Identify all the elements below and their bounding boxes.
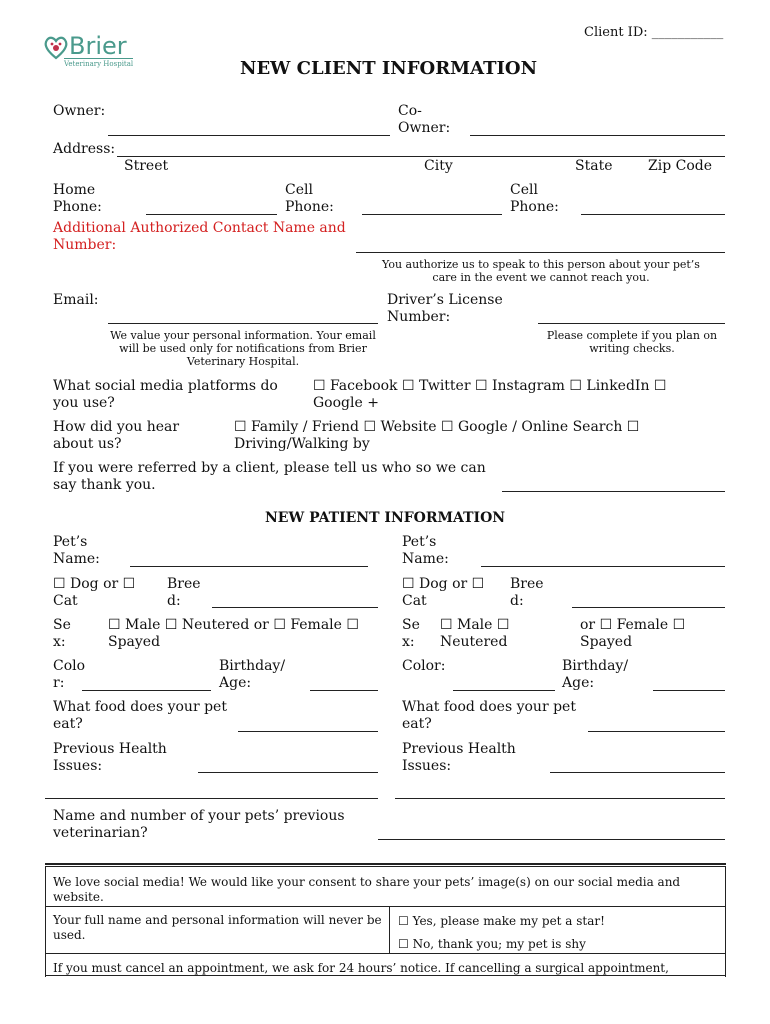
co-owner-field[interactable] — [470, 135, 725, 136]
pet2-color-field[interactable] — [453, 690, 555, 691]
pet2-name-field[interactable] — [481, 566, 725, 567]
city-label: City — [424, 158, 453, 174]
pet1-food-label-1: What food does your pet — [53, 699, 227, 715]
state-label: State — [575, 158, 613, 174]
client-id: Client ID: ___________ — [584, 25, 724, 40]
hear-option-driving[interactable]: Driving/Walking by — [234, 436, 370, 452]
consent-bottom-rule — [45, 975, 726, 976]
license-label-2: Number: — [387, 309, 451, 325]
consent-privacy-text: Your full name and personal information will never be used. — [53, 913, 382, 942]
patient-section-title: NEW PATIENT INFORMATION — [265, 510, 506, 526]
consent-row-divider-1 — [45, 906, 726, 907]
pet2-breed-label-2: d: — [510, 593, 524, 609]
authorize-note: You authorize us to speak to this person about your pet’s care in the event we cannot reach you. — [382, 258, 700, 284]
co-owner-label-2: Owner: — [398, 120, 451, 136]
email-field[interactable] — [108, 323, 378, 324]
social-option-google-plus[interactable]: Google + — [313, 395, 379, 411]
pet2-breed-field[interactable] — [572, 607, 725, 608]
pet2-sex-neutered[interactable]: Neutered — [440, 634, 508, 650]
consent-top-rule — [45, 863, 726, 865]
pet1-breed-label-1: Bree — [167, 576, 201, 592]
cancel-policy-text: If you must cancel an appointment, we ask for 24 hours’ notice. If cancelling a surgical appointment, — [53, 961, 669, 975]
email-label: Email: — [53, 292, 99, 308]
pet1-color-field[interactable] — [82, 690, 211, 691]
pet2-birthday-label-1: Birthday/ — [562, 658, 629, 674]
pet1-birthday-label-2: Age: — [219, 675, 252, 691]
pet1-species-cat[interactable]: Cat — [53, 593, 78, 609]
referred-field[interactable] — [502, 491, 725, 492]
pet2-birthday-label-2: Age: — [562, 675, 595, 691]
pet1-color-label-1: Colo — [53, 658, 86, 674]
additional-contact-label-2: Number: — [53, 237, 117, 253]
home-phone-label-2: Phone: — [53, 199, 102, 215]
referred-label-2: say thank you. — [53, 477, 156, 493]
pet1-sex-options[interactable]: ☐ Male ☐ Neutered or ☐ Female ☐ — [108, 617, 359, 633]
cell-phone-1-label-2: Phone: — [285, 199, 334, 215]
cell-phone-1-field[interactable] — [362, 214, 502, 215]
pet2-sex-label-1: Se — [402, 617, 420, 633]
pet1-color-label-2: r: — [53, 675, 65, 691]
consent-social-text: We love social media! We would like your consent to share your pets’ image(s) on our social media and website. — [53, 875, 681, 904]
pet2-birthday-field[interactable] — [653, 690, 725, 691]
prev-vet-label-2: veterinarian? — [53, 825, 148, 841]
prev-vet-field[interactable] — [378, 839, 725, 840]
social-question-1: What social media platforms do — [53, 378, 278, 394]
logo-subtitle: Veterinary Hospital — [64, 60, 134, 68]
consent-yes-option[interactable]: ☐ Yes, please make my pet a star! — [398, 914, 605, 928]
pet2-sex-female-options[interactable]: or ☐ Female ☐ — [580, 617, 686, 633]
cell-phone-2-label-2: Phone: — [510, 199, 559, 215]
pet1-food-field[interactable] — [238, 731, 378, 732]
referred-label-1: If you were referred by a client, please tell us who so we can — [53, 460, 486, 476]
pet2-color-label: Color: — [402, 658, 446, 674]
pet2-sex-spayed[interactable]: Spayed — [580, 634, 633, 650]
owner-label: Owner: — [53, 103, 106, 119]
logo-name: Brier — [69, 32, 127, 60]
pet1-breed-field[interactable] — [212, 607, 378, 608]
pet1-sex-spayed[interactable]: Spayed — [108, 634, 161, 650]
email-note: We value your personal information. Your email will be used only for notifications from Brier Veterinary Hospital. — [110, 329, 376, 368]
pet2-food-label-2: eat? — [402, 716, 432, 732]
co-owner-label-1: Co- — [398, 103, 422, 119]
additional-contact-label-1: Additional Authorized Contact Name and — [53, 220, 346, 236]
hear-options[interactable]: ☐ Family / Friend ☐ Website ☐ Google / Online Search ☐ — [234, 419, 640, 435]
pet1-species-options[interactable]: ☐ Dog or ☐ — [53, 576, 136, 592]
pet2-breed-label-1: Bree — [510, 576, 544, 592]
cell-phone-1-label-1: Cell — [285, 182, 313, 198]
pet1-birthday-label-1: Birthday/ — [219, 658, 286, 674]
pet2-sex-male-options[interactable]: ☐ Male ☐ — [440, 617, 510, 633]
pet1-name-label-2: Name: — [53, 551, 100, 567]
pet1-birthday-field[interactable] — [310, 690, 378, 691]
pet2-health-label-1: Previous Health — [402, 741, 516, 757]
pet2-species-options[interactable]: ☐ Dog or ☐ — [402, 576, 485, 592]
social-question-2: you use? — [53, 395, 115, 411]
owner-field[interactable] — [108, 135, 390, 136]
license-label-1: Driver’s License — [387, 292, 503, 308]
cell-phone-2-field[interactable] — [581, 214, 725, 215]
pet2-food-field[interactable] — [588, 731, 725, 732]
license-note: Please complete if you plan on writing checks. — [546, 329, 718, 355]
pet1-breed-label-2: d: — [167, 593, 181, 609]
pet1-name-field[interactable] — [130, 566, 368, 567]
hear-question-2: about us? — [53, 436, 122, 452]
additional-contact-field[interactable] — [356, 252, 725, 253]
zip-label: Zip Code — [648, 158, 713, 174]
pet1-health-label-2: Issues: — [53, 758, 103, 774]
pet2-species-cat[interactable]: Cat — [402, 593, 427, 609]
pet2-name-label-2: Name: — [402, 551, 449, 567]
pet1-health-field-line-2[interactable] — [45, 798, 378, 799]
pet1-sex-label-2: x: — [53, 634, 66, 650]
pet2-name-label-1: Pet’s — [402, 534, 437, 550]
pet1-food-label-2: eat? — [53, 716, 83, 732]
address-label: Address: — [53, 141, 116, 157]
prev-vet-label-1: Name and number of your pets’ previous — [53, 808, 345, 824]
home-phone-label-1: Home — [53, 182, 96, 198]
address-field[interactable] — [117, 156, 725, 157]
page-title: NEW CLIENT INFORMATION — [240, 58, 538, 79]
cell-phone-2-label-1: Cell — [510, 182, 538, 198]
pet1-health-label-1: Previous Health — [53, 741, 167, 757]
home-phone-field[interactable] — [146, 214, 277, 215]
street-label: Street — [124, 158, 169, 174]
consent-column-divider — [389, 906, 390, 953]
hear-question-1: How did you hear — [53, 419, 180, 435]
license-field[interactable] — [538, 323, 725, 324]
pet2-food-label-1: What food does your pet — [402, 699, 576, 715]
pet1-name-label-1: Pet’s — [53, 534, 88, 550]
social-options[interactable]: ☐ Facebook ☐ Twitter ☐ Instagram ☐ LinkedIn ☐ — [313, 378, 667, 394]
pet2-health-field[interactable] — [550, 772, 725, 773]
pet1-sex-label-1: Se — [53, 617, 71, 633]
pet2-health-label-2: Issues: — [402, 758, 452, 774]
brier-logo — [42, 32, 142, 72]
consent-row-divider-2 — [45, 953, 726, 954]
pet2-health-field-line-2[interactable] — [395, 798, 725, 799]
pet2-sex-label-2: x: — [402, 634, 415, 650]
pet1-health-field[interactable] — [198, 772, 378, 773]
consent-no-option[interactable]: ☐ No, thank you; my pet is shy — [398, 937, 586, 951]
